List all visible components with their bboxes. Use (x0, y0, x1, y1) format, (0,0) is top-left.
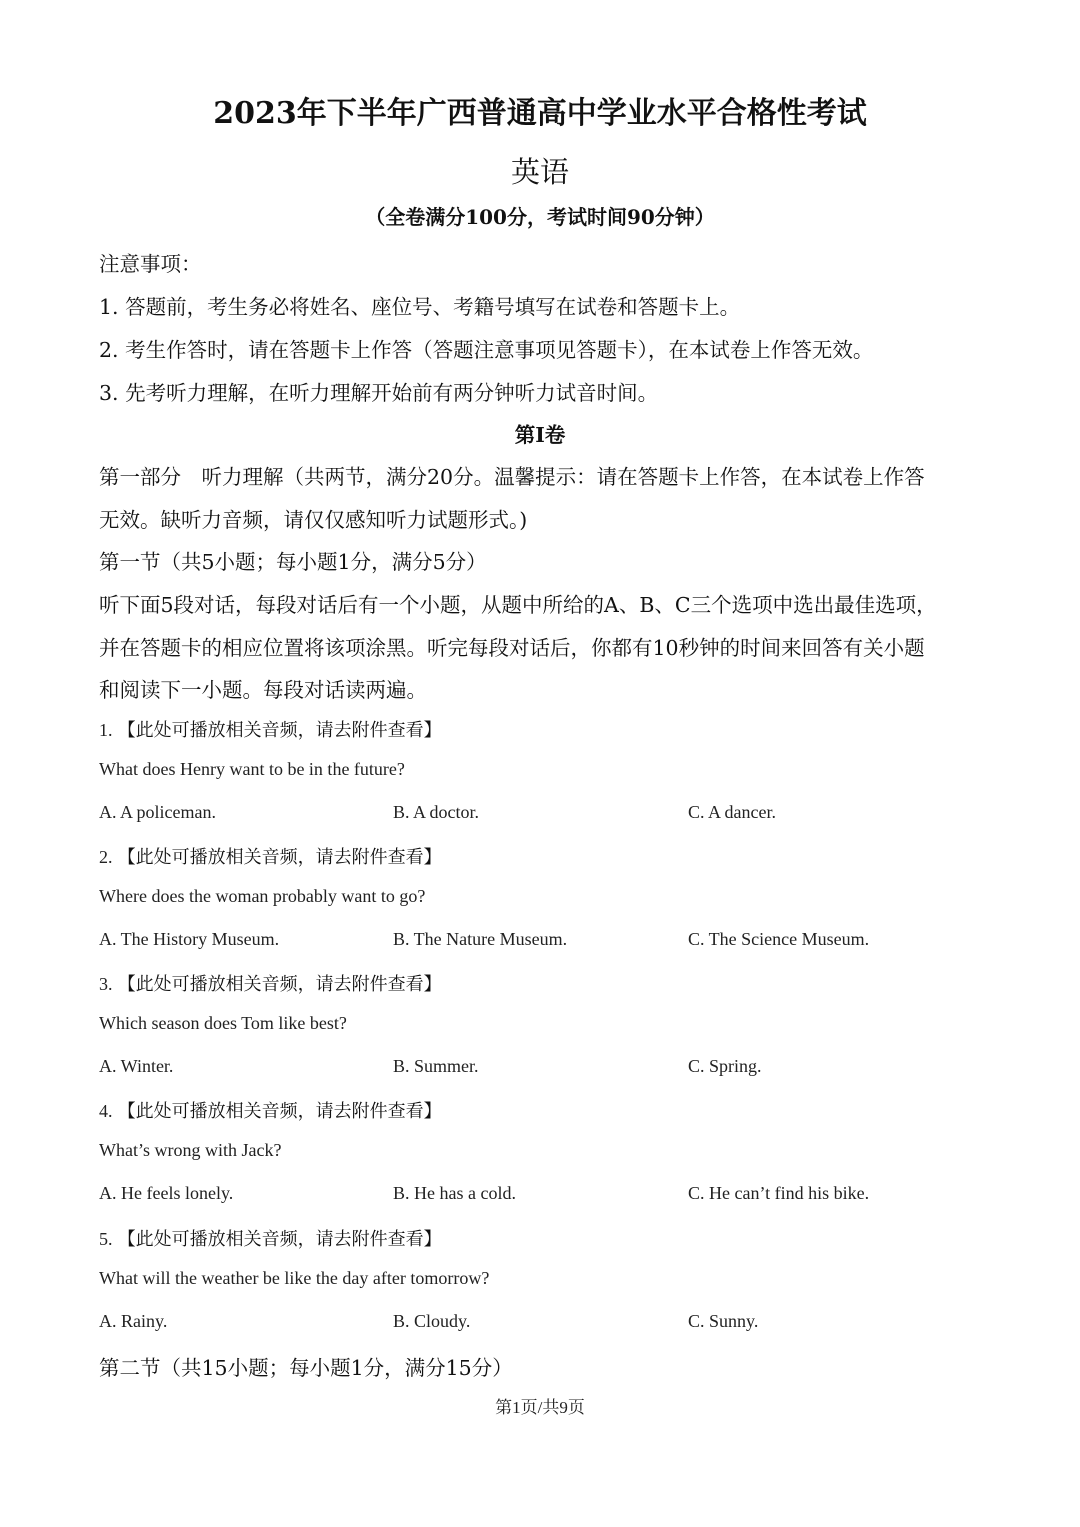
question-audio-line (99, 716, 442, 742)
section2-heading: 第二节（共15小题；每小题1分，满分15分） (99, 1356, 513, 1380)
section1-heading: 第一节（共5小题；每小题1分，满分5分） (99, 550, 487, 574)
audio-note: 【此处可播放相关音频，请去附件查看】 (117, 1101, 442, 1122)
exam-title: 2023年下半年广西普通高中学业水平合格性考试 (213, 96, 867, 131)
question-text: Which season does Tom like best? (99, 1013, 347, 1033)
page-footer: 第1页/共9页 (495, 1398, 585, 1417)
question-number: 5. (99, 1229, 113, 1249)
notes-item-2: 2. 考生作答时，请在答题卡上作答（答题注意事项见答题卡），在本试卷上作答无效。 (99, 338, 874, 362)
option-a: A. A policeman. (99, 802, 216, 822)
question-number: 2. (99, 847, 113, 867)
question-text: What does Henry want to be in the future? (99, 759, 405, 779)
option-c: C. A dancer. (688, 802, 776, 822)
notes-heading: 注意事项： (99, 252, 202, 276)
question-text: Where does the woman probably want to go? (99, 886, 426, 906)
section1-instruction-line2: 并在答题卡的相应位置将该项涂黑。听完每段对话后，你都有10秒钟的时间来回答有关小题 (99, 636, 925, 660)
question-audio-line (99, 1225, 442, 1251)
audio-note: 【此处可播放相关音频，请去附件查看】 (117, 1229, 442, 1250)
option-c: C. The Science Museum. (688, 929, 870, 949)
audio-note: 【此处可播放相关音频，请去附件查看】 (117, 847, 442, 868)
option-a: A. He feels lonely. (99, 1183, 234, 1203)
option-c: C. Spring. (688, 1056, 762, 1076)
option-b: B. A doctor. (393, 802, 480, 822)
question-text: What’s wrong with Jack? (99, 1140, 282, 1160)
option-a: A. Winter. (99, 1056, 174, 1076)
option-a: A. The History Museum. (99, 929, 280, 949)
question-audio-line (99, 970, 442, 996)
question-number: 4. (99, 1101, 113, 1121)
option-c: C. Sunny. (688, 1311, 759, 1331)
option-b: B. Summer. (393, 1056, 479, 1076)
option-a: A. Rainy. (99, 1311, 168, 1331)
notes-item-3: 3. 先考听力理解，在听力理解开始前有两分钟听力试音时间。 (99, 381, 659, 405)
notes-item-1: 1. 答题前，考生务必将姓名、座位号、考籍号填写在试卷和答题卡上。 (99, 295, 741, 319)
question-number: 3. (99, 974, 113, 994)
question-audio-line (99, 843, 442, 869)
option-b: B. He has a cold. (393, 1183, 516, 1203)
section1-instruction-line3: 和阅读下一小题。每段对话读两遍。 (99, 678, 427, 702)
audio-note: 【此处可播放相关音频，请去附件查看】 (117, 974, 442, 995)
question-audio-line (99, 1097, 442, 1123)
question-number: 1. (99, 720, 113, 740)
option-b: B. Cloudy. (393, 1311, 471, 1331)
question-text: What will the weather be like the day after tomorrow? (99, 1268, 490, 1288)
section1-instruction-line1: 听下面5段对话，每段对话后有一个小题，从题中所给的A、B、C三个选项中选出最佳选项， (99, 593, 937, 617)
option-b: B. The Nature Museum. (393, 929, 568, 949)
part1-heading-line2: 无效。缺听力音频，请仅仅感知听力试题形式。) (99, 508, 528, 532)
audio-note: 【此处可播放相关音频，请去附件查看】 (117, 720, 442, 741)
exam-score-time: （全卷满分100分，考试时间90分钟） (365, 205, 715, 229)
volume-heading: 第I卷 (514, 423, 566, 447)
option-c: C. He can’t find his bike. (688, 1183, 870, 1203)
part1-heading-line1: 第一部分 听力理解（共两节，满分20分。温馨提示：请在答题卡上作答，在本试卷上作答 (99, 465, 925, 489)
exam-subject: 英语 (510, 155, 569, 189)
